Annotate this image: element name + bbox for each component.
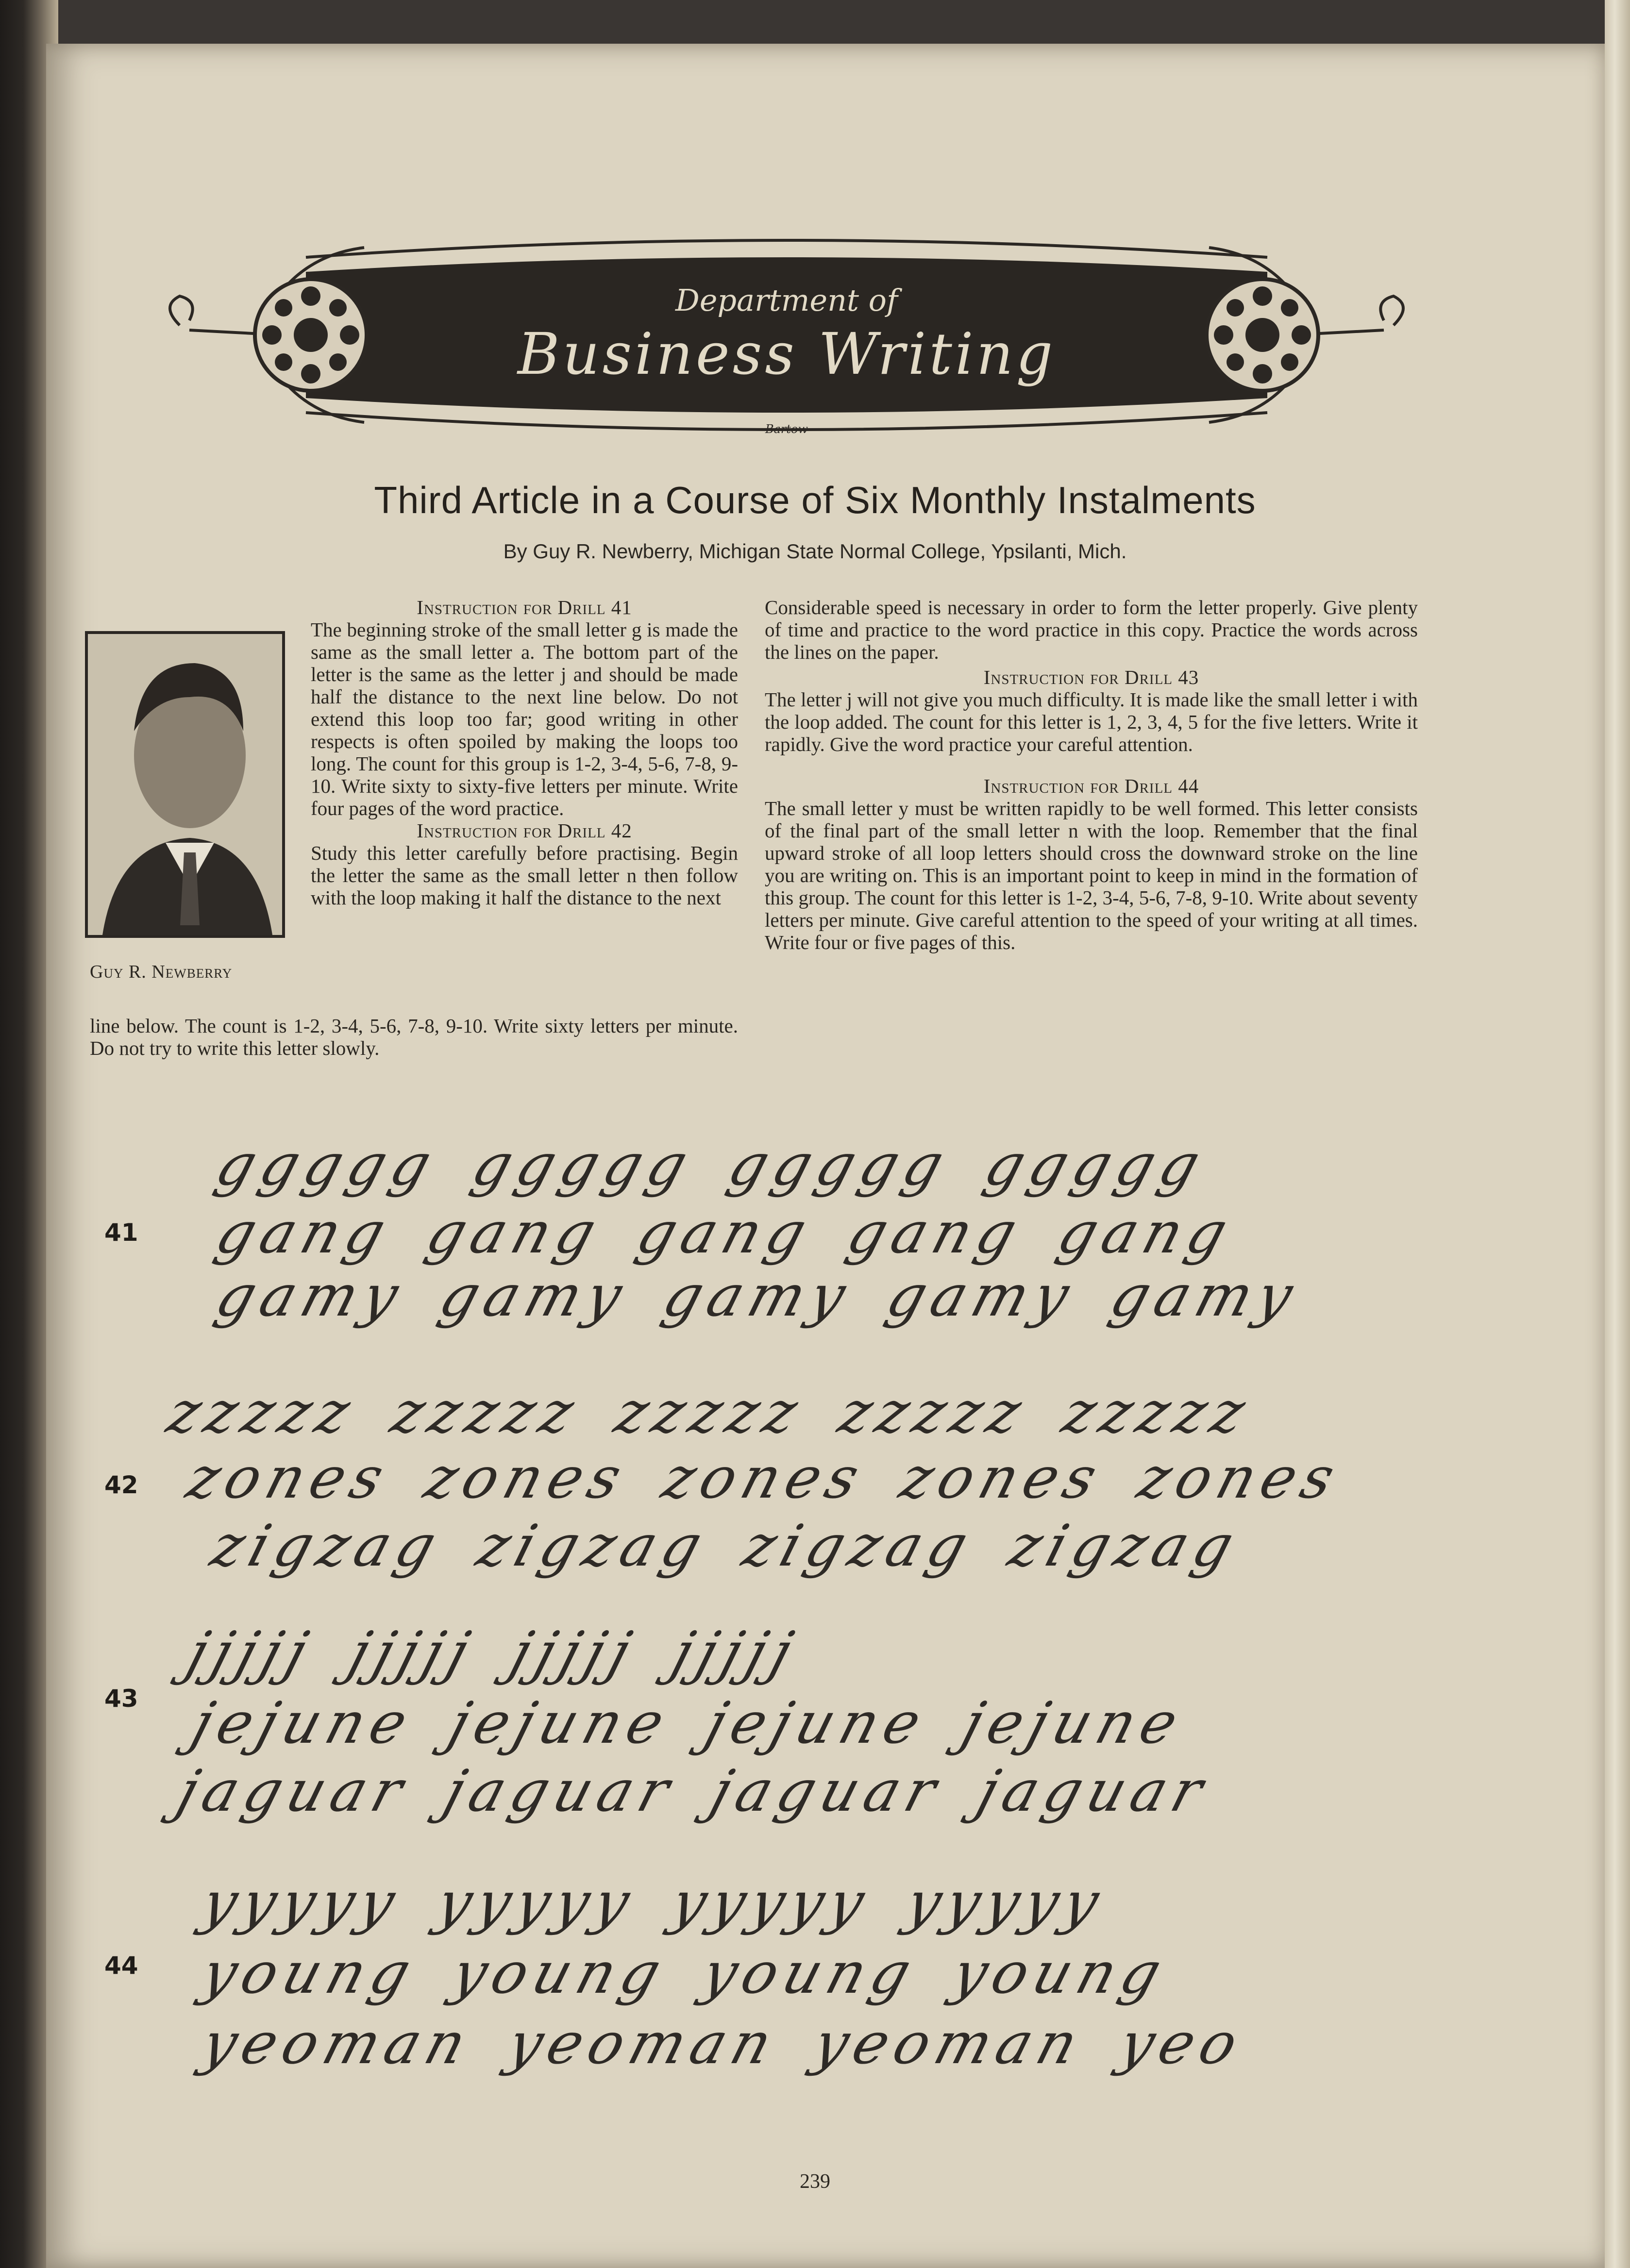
drill-42-heading: Instruction for Drill 42 bbox=[417, 819, 632, 842]
left-column-continued bbox=[90, 1015, 738, 1059]
drill-43-line-1 bbox=[180, 1619, 845, 1686]
drill-43-text: The letter j will not give you much difficulty. It is made like the small letter i with the loop added. The count for this letter is 1, 2, 3, 4, 5 for the five letters. Write it rapidly. Give the word practice your careful attention. bbox=[765, 688, 1418, 755]
banner-line2: Business Writing bbox=[517, 320, 1056, 387]
script-word: jejune bbox=[955, 1689, 1192, 1756]
script-word: young bbox=[694, 1939, 925, 2006]
page-edge bbox=[1605, 0, 1630, 2268]
script-word: zzzzz bbox=[607, 1379, 812, 1446]
script-word: jjjjj bbox=[180, 1619, 322, 1686]
script-word: yeoman bbox=[806, 2010, 1092, 2077]
script-word: jjjjj bbox=[664, 1619, 807, 1686]
script-word: zigzag bbox=[204, 1512, 451, 1579]
script-word: zones bbox=[655, 1444, 874, 1511]
script-word: jejune bbox=[185, 1689, 422, 1756]
page-number: 239 bbox=[800, 2170, 830, 2193]
left-column bbox=[311, 596, 738, 909]
script-word: young bbox=[194, 1939, 425, 2006]
script-word: gang bbox=[629, 1199, 821, 1266]
portrait-caption: Guy R. Newberry bbox=[90, 962, 233, 982]
drill-41-line-2 bbox=[209, 1199, 1280, 1266]
script-word: gang bbox=[209, 1199, 400, 1266]
script-word: young bbox=[444, 1939, 675, 2006]
drill-42-line-1 bbox=[160, 1379, 1298, 1446]
script-word: gamy bbox=[879, 1262, 1084, 1329]
drill-42-line-2 bbox=[180, 1444, 1388, 1511]
script-word: zones bbox=[1130, 1444, 1349, 1511]
script-word: jejune bbox=[698, 1689, 936, 1756]
script-word: zzzzz bbox=[384, 1379, 588, 1446]
drill-44-text: The small letter y must be written rapidly to be well formed. This letter consists of the final part of the small letter n with the loop. Remember that the final upward stroke of all loop letters should cross the downward stroke on the line you are writing on. This is an important point to keep in mind in the formation of this group. The count for this letter is 1-2, 3-4, 5-6, 7-8, 9-10. Write about seventy letters per minute. Give careful attention to the speed of your writing at all times. Write four or five pages of this. bbox=[765, 797, 1418, 953]
script-word: zones bbox=[417, 1444, 636, 1511]
script-word: jejune bbox=[441, 1689, 679, 1756]
script-word: yyyyy bbox=[898, 1869, 1113, 1936]
script-word: ggggg bbox=[977, 1131, 1214, 1198]
script-word: zones bbox=[180, 1444, 398, 1511]
drill-42-number: 42 bbox=[104, 1471, 138, 1499]
banner-line1: Department of bbox=[675, 283, 898, 318]
script-word: gamy bbox=[432, 1262, 637, 1329]
drill-43-line-3 bbox=[170, 1757, 1256, 1824]
script-word: gamy bbox=[1103, 1262, 1307, 1329]
drill-44-line-2 bbox=[194, 1939, 1214, 2006]
script-word: jaguar bbox=[170, 1757, 417, 1824]
script-word: gamy bbox=[209, 1262, 413, 1329]
script-word: zigzag bbox=[1001, 1512, 1248, 1579]
script-word: yeoman bbox=[194, 2010, 481, 2077]
script-word: yyyyy bbox=[194, 1869, 409, 1936]
script-word: zzzzz bbox=[1055, 1379, 1260, 1446]
script-word: zigzag bbox=[736, 1512, 982, 1579]
script-word: yeoman bbox=[500, 2010, 787, 2077]
drill-43-line-2 bbox=[185, 1689, 1231, 1756]
right-column bbox=[765, 596, 1418, 953]
author-portrait bbox=[85, 631, 285, 938]
drill-42-text-end: Considerable speed is necessary in order to form the letter properly. Give plenty of time and practice to the word practice in this copy. Practice the words across the lines on the paper. bbox=[765, 596, 1418, 663]
drill-44-line-3 bbox=[194, 2010, 1291, 2077]
script-word: jaguar bbox=[970, 1757, 1217, 1824]
drill-41-number: 41 bbox=[104, 1218, 138, 1247]
script-word: gang bbox=[419, 1199, 610, 1266]
drill-42-text-cont: line below. The count is 1-2, 3-4, 5-6, 7-8, 9-10. Write sixty letters per minute. Do not try to write this letter slowly. bbox=[90, 1015, 738, 1059]
drill-41-line-3 bbox=[209, 1262, 1346, 1329]
script-word: zigzag bbox=[470, 1512, 716, 1579]
drill-41-text: The beginning stroke of the small letter g is made the same as the small letter a. The bottom part of the letter is the same as the letter j and should be made half the distance to the next line below. Do not extend this loop too far; good writing in other respects is often spoiled by making the loops too long. The count for this group is 1-2, 3-4, 5-6, 7-8, 9-10. Write sixty to sixty-five letters per minute. Write four pages of the word practice. bbox=[311, 618, 738, 819]
script-word: young bbox=[944, 1939, 1176, 2006]
script-word: jjjjj bbox=[341, 1619, 484, 1686]
drill-44-heading: Instruction for Drill 44 bbox=[983, 775, 1199, 797]
article-title: Third Article in a Course of Six Monthly Instalments bbox=[374, 479, 1256, 521]
script-word: jaguar bbox=[703, 1757, 951, 1824]
script-word: zzzzz bbox=[160, 1379, 365, 1446]
rosette-left-icon bbox=[255, 279, 367, 391]
script-word: zones bbox=[892, 1444, 1111, 1511]
drill-41-heading: Instruction for Drill 41 bbox=[417, 596, 632, 618]
article-byline: By Guy R. Newberry, Michigan State Normal College, Ypsilanti, Mich. bbox=[503, 540, 1127, 563]
script-word: yeo bbox=[1111, 2010, 1252, 2077]
drill-43-heading: Instruction for Drill 43 bbox=[983, 666, 1199, 688]
rosette-right-icon bbox=[1207, 279, 1318, 391]
script-word: yyyyy bbox=[429, 1869, 644, 1936]
drill-42-text: Study this letter carefully before practising. Begin the letter the same as the small letter n then follow with the loop making it half the distance to the next bbox=[311, 842, 738, 909]
drill-44-number: 44 bbox=[104, 1951, 138, 1980]
department-banner bbox=[160, 228, 1413, 442]
banner-signature: Bartow bbox=[765, 422, 808, 436]
script-word: yyyyy bbox=[663, 1869, 879, 1936]
drill-44-line-1 bbox=[194, 1869, 1152, 1936]
drill-42-line-3 bbox=[204, 1512, 1287, 1579]
script-word: jaguar bbox=[437, 1757, 684, 1824]
script-word: ggggg bbox=[209, 1131, 446, 1198]
script-word: gang bbox=[1050, 1199, 1242, 1266]
script-word: ggggg bbox=[721, 1131, 958, 1198]
script-word: zzzzz bbox=[831, 1379, 1036, 1446]
drill-41-line-1 bbox=[209, 1131, 1253, 1198]
script-word: jjjjj bbox=[503, 1619, 645, 1686]
drill-43-number: 43 bbox=[104, 1684, 138, 1713]
script-word: gang bbox=[840, 1199, 1031, 1266]
script-word: ggggg bbox=[465, 1131, 702, 1198]
script-word: gamy bbox=[655, 1262, 860, 1329]
